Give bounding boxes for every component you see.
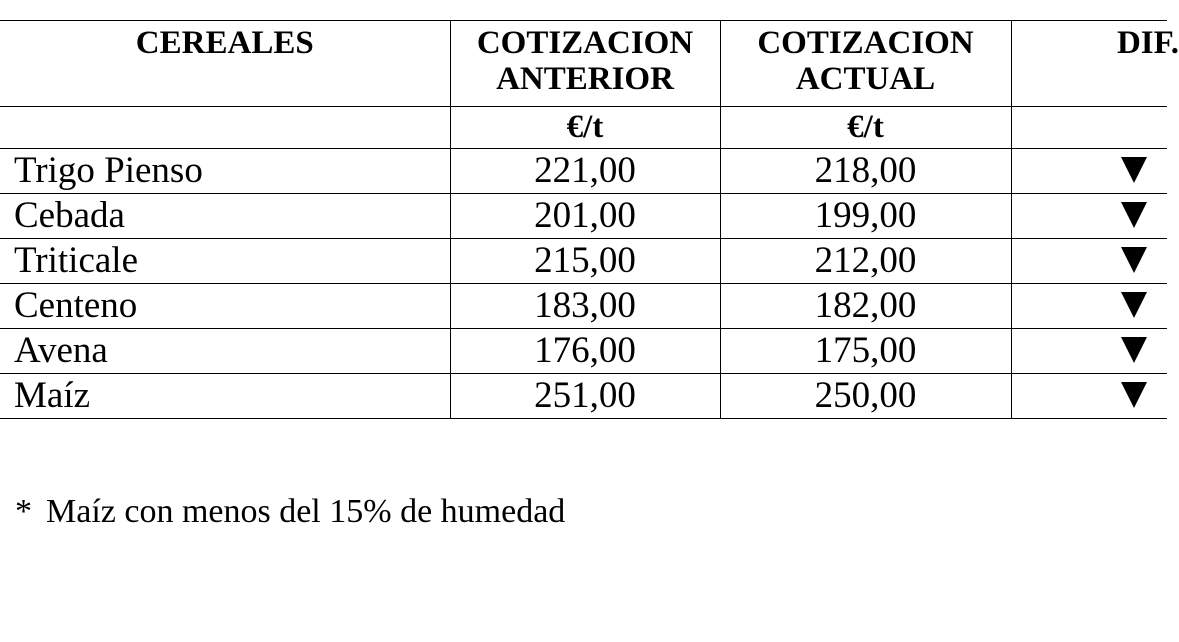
- unit-prev: €/t: [450, 107, 720, 149]
- down-triangle-icon: [1121, 292, 1147, 318]
- unit-cell-empty: [1011, 107, 1167, 149]
- price-curr: 250,00: [720, 374, 1011, 419]
- header-row: [0, 21, 1167, 107]
- down-triangle-icon: [1121, 157, 1147, 183]
- unit-row: [0, 107, 1167, 149]
- cereal-price-table: [0, 20, 1179, 419]
- header-cotizacion-actual: COTIZACION ACTUAL: [720, 21, 1011, 107]
- table-row: [0, 239, 1167, 284]
- price-prev: 176,00: [450, 329, 720, 374]
- header-cereales: CEREALES: [0, 21, 450, 107]
- diff-cell: [1011, 284, 1167, 329]
- cereal-name: Triticale: [0, 239, 450, 284]
- price-prev: 251,00: [450, 374, 720, 419]
- cereal-name: Trigo Pienso: [0, 149, 450, 194]
- cereal-name: Centeno: [0, 284, 450, 329]
- table-row: [0, 194, 1167, 239]
- header-dif: DIF.: [1011, 21, 1167, 107]
- price-curr: 182,00: [720, 284, 1011, 329]
- diff-cell: [1011, 374, 1167, 419]
- footnote-marker: *: [15, 493, 32, 530]
- price-curr: 175,00: [720, 329, 1011, 374]
- cereal-name: Cebada: [0, 194, 450, 239]
- down-triangle-icon: [1121, 202, 1147, 228]
- down-triangle-icon: [1121, 382, 1147, 408]
- diff-cell: [1011, 194, 1167, 239]
- unit-cell-empty: [0, 107, 450, 149]
- footnote-text: Maíz con menos del 15% de humedad: [46, 493, 566, 530]
- price-curr: 218,00: [720, 149, 1011, 194]
- table-row: [0, 284, 1167, 329]
- down-triangle-icon: [1121, 247, 1147, 273]
- diff-cell: [1011, 329, 1167, 374]
- table-row: [0, 149, 1167, 194]
- cereal-name: Maíz: [0, 374, 450, 419]
- cereal-name: Avena: [0, 329, 450, 374]
- price-curr: 212,00: [720, 239, 1011, 284]
- table-row: [0, 374, 1167, 419]
- table-row: [0, 329, 1167, 374]
- price-prev: 215,00: [450, 239, 720, 284]
- diff-cell: [1011, 149, 1167, 194]
- price-prev: 221,00: [450, 149, 720, 194]
- down-triangle-icon: [1121, 337, 1147, 363]
- price-prev: 183,00: [450, 284, 720, 329]
- unit-curr: €/t: [720, 107, 1011, 149]
- header-cotizacion-anterior: COTIZACION ANTERIOR: [450, 21, 720, 107]
- price-prev: 201,00: [450, 194, 720, 239]
- price-curr: 199,00: [720, 194, 1011, 239]
- footnote: [15, 492, 565, 532]
- diff-cell: [1011, 239, 1167, 284]
